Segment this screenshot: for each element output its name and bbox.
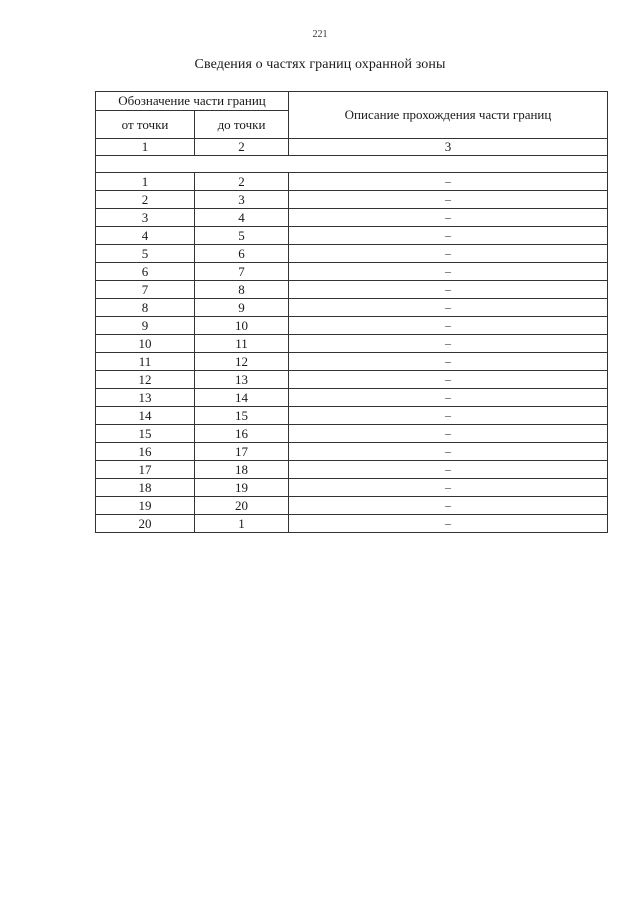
description-cell: – (289, 191, 608, 209)
from-point-cell: 6 (96, 263, 195, 281)
table-row (96, 425, 608, 443)
description-cell: – (289, 371, 608, 389)
table-row (96, 389, 608, 407)
description-cell: – (289, 173, 608, 191)
table-row (96, 245, 608, 263)
description-cell: – (289, 317, 608, 335)
to-point-cell: 12 (195, 353, 289, 371)
to-point-cell: 20 (195, 497, 289, 515)
description-header: Описание прохождения части границ (289, 92, 608, 139)
table-row (96, 173, 608, 191)
description-cell: – (289, 461, 608, 479)
table-row (96, 371, 608, 389)
from-point-cell: 18 (96, 479, 195, 497)
to-point-cell: 7 (195, 263, 289, 281)
from-point-cell: 20 (96, 515, 195, 533)
to-point-cell: 10 (195, 317, 289, 335)
description-cell: – (289, 299, 608, 317)
table-row (96, 515, 608, 533)
table-body (96, 173, 608, 533)
document-title: Сведения о частях границ охранной зоны (194, 57, 446, 72)
table-row (96, 353, 608, 371)
description-cell: – (289, 353, 608, 371)
table-row (96, 497, 608, 515)
from-point-cell: 12 (96, 371, 195, 389)
page-number: 221 (312, 29, 328, 40)
table-row (96, 317, 608, 335)
to-point-cell: 18 (195, 461, 289, 479)
table-row (96, 443, 608, 461)
table-row (96, 461, 608, 479)
column-number: 1 (96, 139, 195, 156)
from-point-header: от точки (96, 111, 195, 139)
to-point-cell: 16 (195, 425, 289, 443)
description-cell: – (289, 227, 608, 245)
table-row (96, 479, 608, 497)
from-point-cell: 3 (96, 209, 195, 227)
from-point-cell: 15 (96, 425, 195, 443)
to-point-cell: 1 (195, 515, 289, 533)
boundary-parts-table (95, 91, 608, 533)
from-point-cell: 11 (96, 353, 195, 371)
column-number: 2 (195, 139, 289, 156)
from-point-cell: 8 (96, 299, 195, 317)
from-point-cell: 10 (96, 335, 195, 353)
from-point-cell: 9 (96, 317, 195, 335)
to-point-cell: 6 (195, 245, 289, 263)
from-point-cell: 4 (96, 227, 195, 245)
to-point-cell: 19 (195, 479, 289, 497)
table-row (96, 407, 608, 425)
to-point-cell: 2 (195, 173, 289, 191)
to-point-cell: 14 (195, 389, 289, 407)
from-point-cell: 7 (96, 281, 195, 299)
to-point-cell: 9 (195, 299, 289, 317)
table-row (96, 281, 608, 299)
description-cell: – (289, 407, 608, 425)
to-point-cell: 13 (195, 371, 289, 389)
table-row (96, 335, 608, 353)
to-point-cell: 17 (195, 443, 289, 461)
from-point-cell: 2 (96, 191, 195, 209)
to-point-cell: 5 (195, 227, 289, 245)
table-row (96, 299, 608, 317)
description-cell: – (289, 335, 608, 353)
table-row (96, 227, 608, 245)
to-point-cell: 8 (195, 281, 289, 299)
description-cell: – (289, 389, 608, 407)
to-point-cell: 11 (195, 335, 289, 353)
from-point-cell: 19 (96, 497, 195, 515)
from-point-cell: 14 (96, 407, 195, 425)
from-point-cell: 1 (96, 173, 195, 191)
description-cell: – (289, 245, 608, 263)
description-cell: – (289, 515, 608, 533)
column-number: 3 (289, 139, 608, 156)
to-point-header: до точки (195, 111, 289, 139)
empty-section-row (96, 156, 608, 173)
to-point-cell: 3 (195, 191, 289, 209)
description-cell: – (289, 443, 608, 461)
table-row (96, 191, 608, 209)
description-cell: – (289, 263, 608, 281)
designation-header: Обозначение части границ (96, 92, 289, 111)
table-row (96, 209, 608, 227)
from-point-cell: 17 (96, 461, 195, 479)
to-point-cell: 4 (195, 209, 289, 227)
description-cell: – (289, 425, 608, 443)
from-point-cell: 5 (96, 245, 195, 263)
description-cell: – (289, 479, 608, 497)
description-cell: – (289, 497, 608, 515)
table-row (96, 263, 608, 281)
description-cell: – (289, 209, 608, 227)
description-cell: – (289, 281, 608, 299)
from-point-cell: 16 (96, 443, 195, 461)
to-point-cell: 15 (195, 407, 289, 425)
from-point-cell: 13 (96, 389, 195, 407)
